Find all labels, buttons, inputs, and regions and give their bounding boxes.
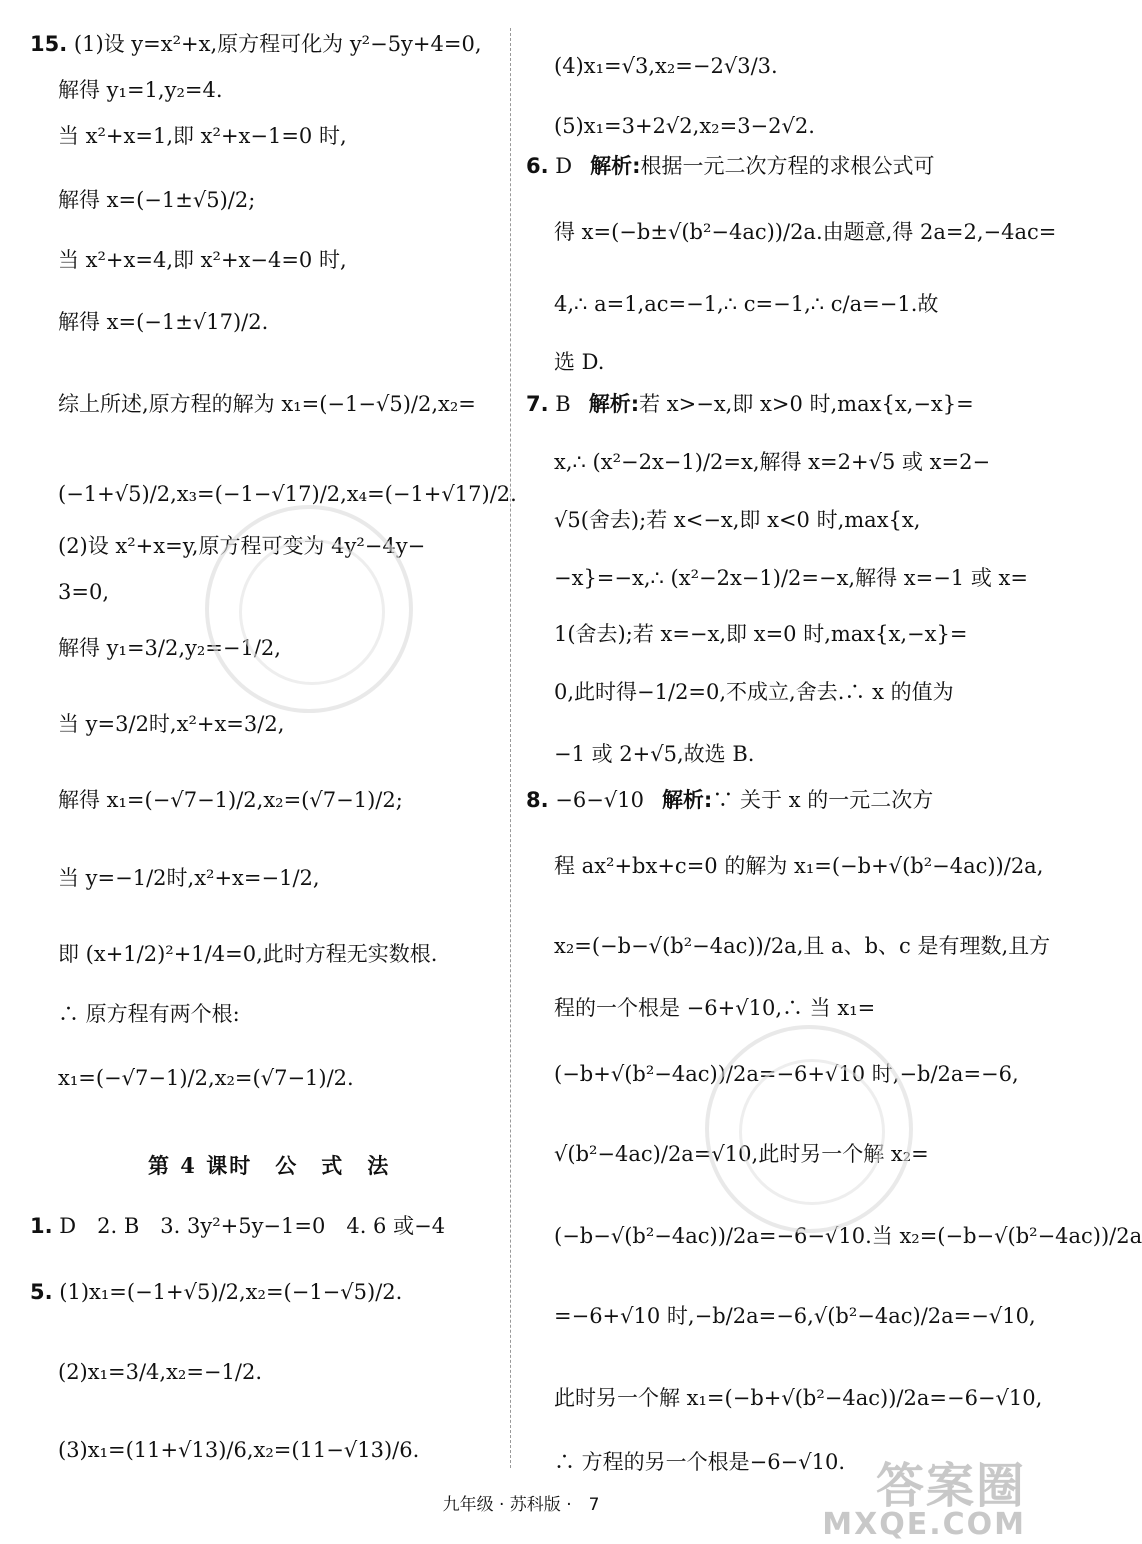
- question-number: 15.: [30, 32, 68, 56]
- watermark-url: MXQE.COM: [822, 1507, 1026, 1542]
- text-line: 15. (1)设 y=x²+x,原方程可化为 y²−5y+4=0,: [30, 32, 482, 56]
- analysis-label: 解析:: [590, 154, 641, 178]
- text-line: 1(舍去);若 x=−x,即 x=0 时,max{x,−x}=: [554, 622, 968, 646]
- text-line: 6. D 解析:根据一元二次方程的求根公式可: [526, 154, 935, 178]
- section-title: 第 4 课时 公 式 法: [148, 1153, 391, 1178]
- text-line: 解得 x=(−1±√5)/2;: [58, 188, 256, 212]
- question-number: 8.: [526, 788, 549, 812]
- answers-line: 1. D 2. B 3. 3y²+5y−1=0 4. 6 或−4: [30, 1214, 446, 1238]
- question-number: 6.: [526, 154, 549, 178]
- text-line: 解得 x₁=(−√7−1)/2,x₂=(√7−1)/2;: [58, 788, 403, 812]
- text-line: 得 x=(−b±√(b²−4ac))/2a.由题意,得 2a=2,−4ac=: [554, 220, 1057, 244]
- text-line: 4,∴ a=1,ac=−1,∴ c=−1,∴ c/a=−1.故: [554, 292, 939, 316]
- text-line: 当 x²+x=4,即 x²+x−4=0 时,: [58, 248, 347, 272]
- text-line: (2)x₁=3/4,x₂=−1/2.: [58, 1360, 263, 1384]
- text-line: 当 x²+x=1,即 x²+x−1=0 时,: [58, 124, 347, 148]
- text-line: 综上所述,原方程的解为 x₁=(−1−√5)/2,x₂=: [58, 392, 476, 416]
- analysis-label: 解析:: [588, 392, 640, 416]
- text-line: x₂=(−b−√(b²−4ac))/2a,且 a、b、c 是有理数,且方: [554, 934, 1051, 958]
- column-divider: [510, 28, 511, 1468]
- text-line: (3)x₁=(11+√13)/6,x₂=(11−√13)/6.: [58, 1438, 420, 1462]
- text-line: √(b²−4ac)/2a=√10,此时另一个解 x₂=: [554, 1142, 929, 1166]
- text-line: 8. −6−√10 解析:∵ 关于 x 的一元二次方: [526, 788, 934, 812]
- text-line: (−b−√(b²−4ac))/2a=−6−√10.当 x₂=(−b−√(b²−4ac))/2a: [554, 1224, 1142, 1248]
- text-line: 此时另一个解 x₁=(−b+√(b²−4ac))/2a=−6−√10,: [554, 1386, 1043, 1410]
- text-line: (4)x₁=√3,x₂=−2√3/3.: [554, 54, 778, 78]
- question-number: 1.: [30, 1214, 53, 1238]
- text-line: 解得 x=(−1±√17)/2.: [58, 310, 269, 334]
- analysis-label: 解析:: [661, 788, 713, 812]
- watermark-logo-text: 答案圈: [875, 1458, 1026, 1514]
- text-line: 0,此时得−1/2=0,不成立,舍去.∴ x 的值为: [554, 680, 954, 704]
- text-line: (5)x₁=3+2√2,x₂=3−2√2.: [554, 114, 815, 138]
- text-line: ∴ 原方程有两个根:: [58, 1002, 240, 1026]
- text-line: 7. B 解析:若 x>−x,即 x>0 时,max{x,−x}=: [526, 392, 974, 416]
- text-line: 5. (1)x₁=(−1+√5)/2,x₂=(−1−√5)/2.: [30, 1280, 403, 1304]
- text-line: 解得 y₁=1,y₂=4.: [58, 78, 223, 102]
- text-line: 程的一个根是 −6+√10,∴ 当 x₁=: [554, 996, 876, 1020]
- text-line: 当 y=3/2时,x²+x=3/2,: [58, 712, 285, 736]
- seal-watermark-right: [705, 1025, 913, 1233]
- site-watermark: [822, 1458, 1026, 1542]
- text-line: ∴ 方程的另一个根是−6−√10.: [554, 1450, 846, 1474]
- text-line: √5(舍去);若 x<−x,即 x<0 时,max{x,: [554, 508, 921, 532]
- text-line: 解得 y₁=3/2,y₂=−1/2,: [58, 636, 281, 660]
- text-line: −x}=−x,∴ (x²−2x−1)/2=−x,解得 x=−1 或 x=: [554, 566, 1028, 590]
- text-line: x,∴ (x²−2x−1)/2=x,解得 x=2+√5 或 x=2−: [554, 450, 991, 474]
- text-line: =−6+√10 时,−b/2a=−6,√(b²−4ac)/2a=−√10,: [554, 1304, 1036, 1328]
- text-line: 程 ax²+bx+c=0 的解为 x₁=(−b+√(b²−4ac))/2a,: [554, 854, 1044, 878]
- seal-watermark-left: [205, 505, 413, 713]
- question-number: 7.: [526, 392, 549, 416]
- text-line: (−1+√5)/2,x₃=(−1−√17)/2,x₄=(−1+√17)/2.: [58, 482, 517, 506]
- text-line: −1 或 2+√5,故选 B.: [554, 742, 755, 766]
- text-line: 选 D.: [554, 350, 605, 374]
- question-number: 5.: [30, 1280, 53, 1304]
- text-line: (2)设 x²+x=y,原方程可变为 4y²−4y−: [58, 534, 426, 558]
- text-line: (−b+√(b²−4ac))/2a=−6+√10 时,−b/2a=−6,: [554, 1062, 1019, 1086]
- text-line: 当 y=−1/2时,x²+x=−1/2,: [58, 866, 320, 890]
- text-line: 即 (x+1/2)²+1/4=0,此时方程无实数根.: [58, 942, 438, 966]
- text-line: x₁=(−√7−1)/2,x₂=(√7−1)/2.: [58, 1066, 354, 1090]
- text-line: 3=0,: [58, 580, 109, 604]
- page-footer: 九年级 · 苏科版 · 7: [442, 1495, 600, 1515]
